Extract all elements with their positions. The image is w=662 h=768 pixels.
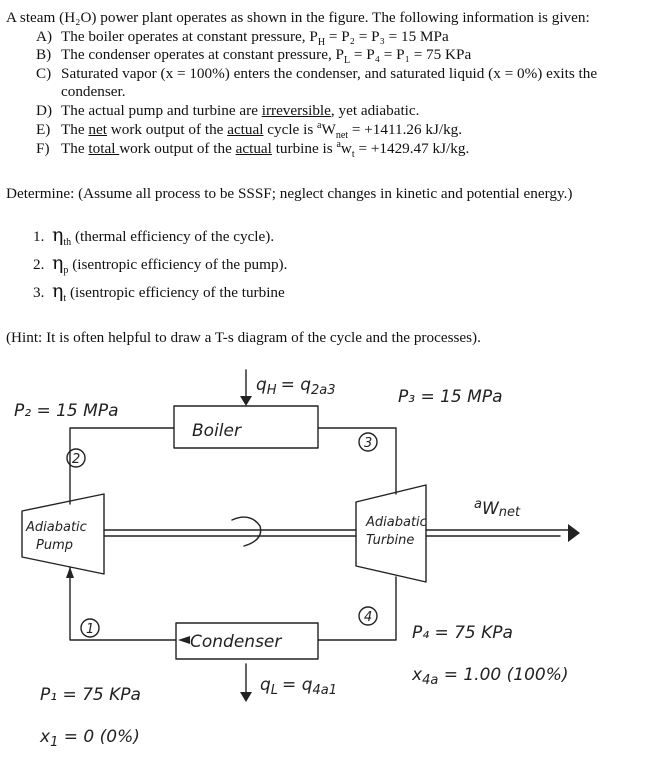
turbine-label-line1: Adiabatic: [366, 515, 427, 530]
condenser-label: Condenser: [190, 632, 282, 652]
question-1: 1. $\eta_{th}$ (thermal efficiency of the cycle).: [33, 224, 275, 249]
given-item-d: D) The actual pump and turbine are irreversible, yet adiabatic.: [36, 102, 420, 119]
pump-label-line2: Pump: [36, 538, 73, 553]
state-3-number: 3: [364, 436, 373, 451]
ql-label: $q_L = q_{4a1}$: [260, 675, 338, 698]
pipe-3: [318, 428, 396, 494]
given-item-c: C) Saturated vapor (x = 100%) enters the condenser, and saturated liquid (x = 0%) exits the: [36, 65, 598, 82]
cycle-direction-icon: [232, 517, 261, 546]
state-2-number: 2: [72, 452, 81, 467]
given-item-e: E) The net work output of the actual cycle is $^aW_{net} = +1411.26$ kJ/kg.: [36, 119, 463, 142]
state-1-number: 1: [86, 622, 95, 637]
hint-line: (Hint: It is often helpful to draw a T-s diagram of the cycle and the processes).: [6, 329, 481, 346]
pump-label-line1: Adiabatic: [26, 520, 87, 535]
x1-label: $x_1 = 0$ (0%): [40, 727, 140, 750]
power-plant-diagram: [0, 360, 662, 768]
p2-label: P₂ = 15 MPa: [14, 401, 119, 421]
boiler-label: Boiler: [192, 421, 241, 441]
p1-label: P₁ = 75 KPa: [40, 685, 141, 705]
state-4-number: 4: [364, 610, 373, 625]
wnet-label: $^a$Wnet: [474, 497, 521, 520]
turbine-label-line2: Turbine: [366, 533, 415, 548]
given-item-a: A) The boiler operates at constant pressure, $P_H = P_2 = P_3 = 15$ MPa: [36, 28, 449, 49]
determine-line: Determine: (Assume all process to be SSSF; neglect changes in kinetic and potential energy.): [6, 185, 573, 202]
problem-intro: A steam (H₂O) power plant operates as shown in the figure. The following information is given:: [6, 9, 590, 26]
given-item-c-continuation: condenser.: [61, 83, 126, 100]
x4-label: $x_{4a} = 1.00$ (100%): [412, 665, 569, 688]
p4-label: P₄ = 75 KPa: [412, 623, 513, 643]
qh-label: $q_H = q_{2a3}$: [256, 375, 336, 398]
question-2: 2. $\eta_p$ (isentropic efficiency of the pump).: [33, 252, 288, 277]
pipe-2: [70, 428, 174, 504]
given-item-f: F) The total work output of the actual turbine is $^aw_t = +1429.47$ kJ/kg.: [36, 138, 470, 161]
pipe-4: [318, 577, 396, 640]
question-3: 3. $\eta_t$ (isentropic efficiency of the turbine: [33, 280, 285, 305]
given-item-b: B) The condenser operates at constant pressure, $P_L = P_4 = P_1 = 75$ KPa: [36, 46, 472, 67]
p3-label: P₃ = 15 MPa: [398, 387, 503, 407]
